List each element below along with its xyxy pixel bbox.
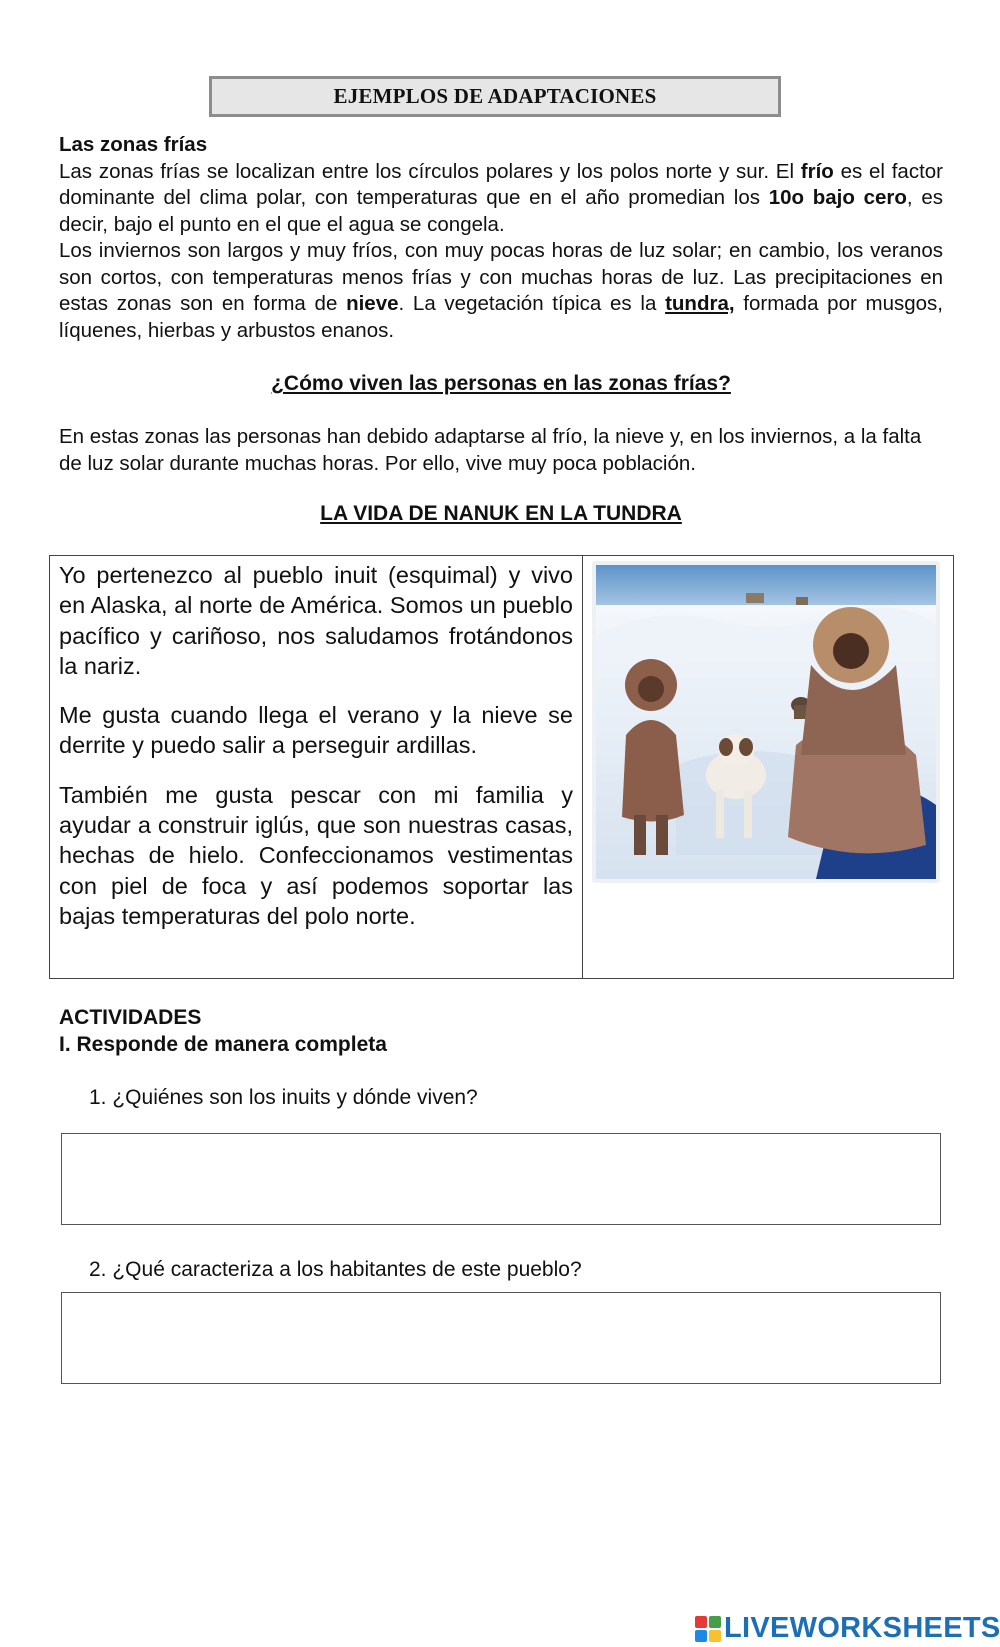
liveworksheets-logo	[695, 1612, 1000, 1645]
story-text	[59, 560, 573, 950]
text-run: Los inviernos son largos y muy fríos, con muy pocas horas de luz solar; en cambio, los veranos son cortos, con temperaturas menos frías y con muchas horas de luz. Las precipitaciones en estas zonas son en forma de	[59, 239, 943, 315]
logo-square	[695, 1616, 707, 1628]
photo-illustration	[596, 565, 936, 879]
question-1: 1. ¿Quiénes son los inuits y dónde viven?	[89, 1086, 478, 1109]
title-banner	[209, 76, 781, 117]
story-heading: LA VIDA DE NANUK EN LA TUNDRA	[320, 502, 682, 525]
activities-section	[59, 1004, 387, 1058]
question-heading: ¿Cómo viven las personas en las zonas frías?	[271, 372, 731, 395]
page-title: EJEMPLOS DE ADAPTACIONES	[333, 84, 657, 108]
activities-heading: ACTIVIDADES	[59, 1006, 202, 1029]
intro-paragraph-1	[59, 159, 943, 239]
bold-term: frío	[800, 159, 834, 183]
question-2: 2. ¿Qué caracteriza a los habitantes de este pueblo?	[89, 1258, 582, 1281]
answer-box-2[interactable]	[61, 1292, 941, 1384]
story-paragraph-3: También me gusta pescar con mi familia y ayudar a construir iglús, que son nuestras casas, hechas de hielo. Confeccionamos vestimentas con piel de foca y así podemos soportar las bajas temperaturas del polo norte.	[59, 781, 573, 929]
story-paragraph-2: Me gusta cuando llega el verano y la nieve se derrite y puedo salir a perseguir ardillas.	[59, 702, 573, 759]
answer-box-1[interactable]	[61, 1133, 941, 1225]
table-divider	[582, 556, 583, 978]
people-paragraph: En estas zonas las personas han debido adaptarse al frío, la nieve y, en los inviernos, a la falta de luz solar durante muchas horas. Por ello, vive muy poca población.	[59, 425, 922, 475]
logo-square	[695, 1630, 707, 1642]
intro-section	[59, 132, 943, 344]
inuit-children-photo	[592, 561, 940, 883]
text-run: es el factor dominante del clima polar, con temperaturas que en el año promedian los	[59, 159, 943, 209]
text-run: formada por musgos, líquenes, hierbas y arbustos enanos.	[59, 292, 944, 342]
logo-square	[709, 1616, 721, 1628]
bold-term: nieve	[346, 292, 399, 315]
text-run: . La vegetación típica es la	[398, 292, 666, 315]
text-run: Las zonas frías se localizan entre los círculos polares y los polos norte y sur. El	[59, 159, 801, 183]
logo-text: LIVEWORKSHEETS	[724, 1612, 1000, 1644]
story-paragraph-1: Yo pertenezco al pueblo inuit (esquimal) y vivo en Alaska, al norte de América. Somos un pueblo pacífico y cariñoso, nos saludamos frotándonos la nariz.	[59, 562, 573, 679]
logo-square	[709, 1630, 721, 1642]
intro-heading: Las zonas frías	[59, 133, 208, 156]
bold-underlined-term: tundra,	[665, 292, 735, 315]
text-run: , es decir, bajo el punto en el que el agua se congela.	[59, 186, 943, 236]
bold-term: 10o bajo cero	[768, 186, 907, 209]
intro-paragraph-2	[59, 238, 943, 344]
activities-instruction: I. Responde de manera completa	[59, 1033, 387, 1056]
logo-icon	[695, 1616, 721, 1642]
